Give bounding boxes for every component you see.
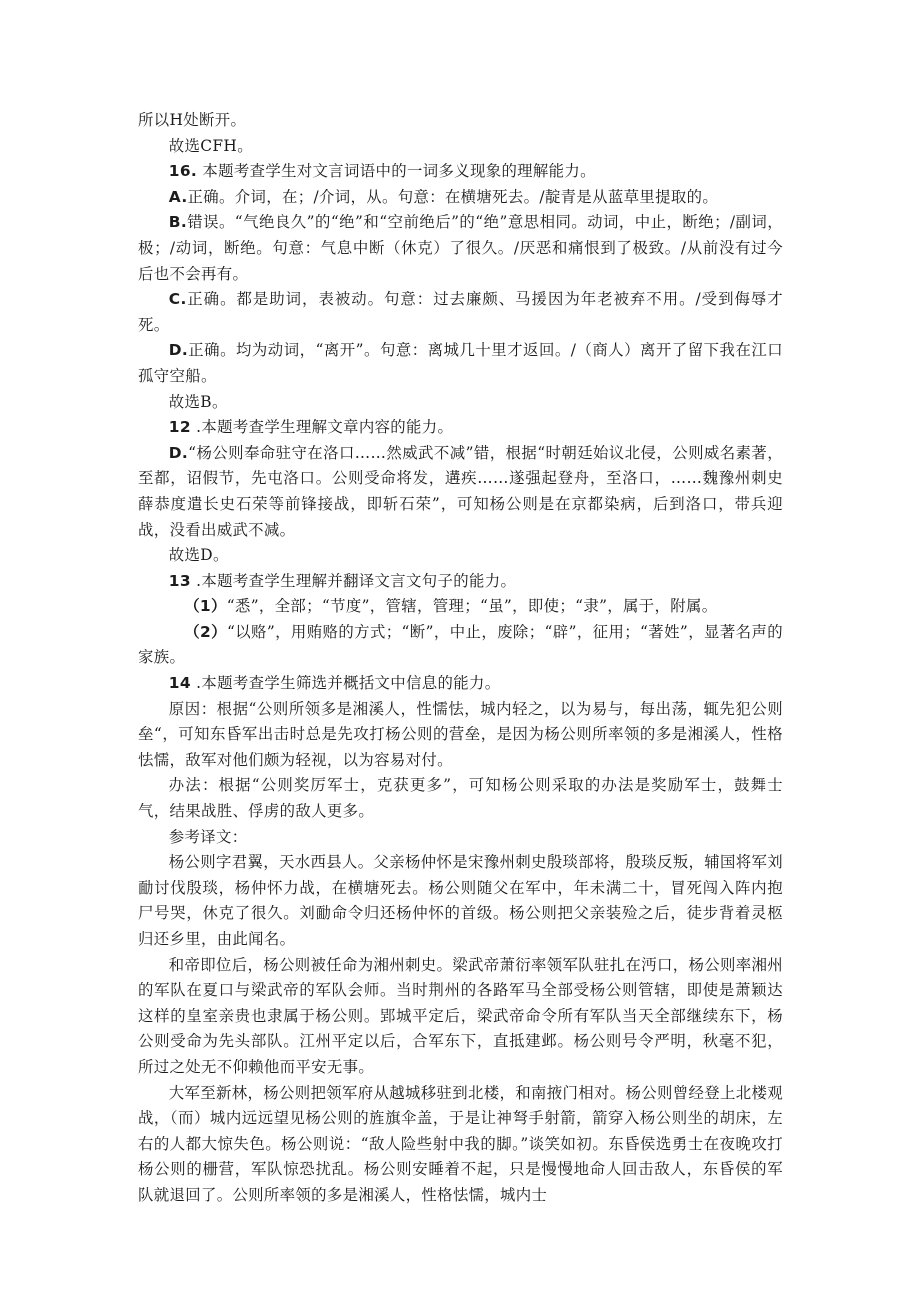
sub-answer-number: （2）: [184, 622, 227, 641]
paragraph-text: 杨公则字君翼，天水西县人。父亲杨仲怀是宋豫州刺史殷琰部将，殷琰反叛，辅国将军刘勔讨伐殷琰，杨仲怀力战，在横塘死去。杨公则随父在军中，年未满二十，冒死闯入阵内抱尸号哭，休克了很久。刘勔命令归还杨仲怀的首级。杨公则把父亲装殓之后，徒步背着灵柩归还乡里，由此闻名。: [138, 853, 783, 948]
option-analysis: [138, 338, 783, 389]
option-letter: B.: [168, 213, 188, 232]
paragraph-text: “杨公则奉命驻守在洛口……然威武不减”错，根据“时朝廷始议北侵，公则威名素著，至都，诏假节，先屯洛口。公则受命将发，遘疾……遂强起登舟，至洛口，……魏豫州刺史薛恭度遣长史石荣等前锋接战，即斩石荣”，可知杨公则是在京都染病，后到洛口，带兵迎战，没看出威武不减。: [138, 443, 783, 539]
paragraph-text: 原因：根据“公则所领多是湘溪人，性懦怯，城内轻之，以为易与，每出荡，辄先犯公则垒“，可知东昏军出击时总是先攻打杨公则的营垒，是因为杨公则所率领的多是湘溪人，性格怯懦，敌军对他们颇为轻视，以为容易对付。: [138, 699, 783, 769]
option-letter: D.: [168, 443, 189, 462]
paragraph-text: 和帝即位后，杨公则被任命为湘州刺史。梁武帝萧衍率领军队驻扎在沔口，杨公则率湘州的军队在夏口与梁武帝的军队会师。当时荆州的各路军马全部受杨公则管辖，即使是萧颖达这样的皇室亲贵也隶属于杨公则。郢城平定后，梁武帝命令所有军队当天全部继续东下，杨公则受命为先头部队。江州平定以后，合军东下，直抵建邺。杨公则号令严明，秋毫不犯，所过之处无不仰赖他而平安无事。: [138, 955, 783, 1076]
paragraph-text: 所以H处断开。: [138, 111, 247, 129]
paragraph-text: .本题考查学生理解并翻译文言文句子的能力。: [190, 571, 517, 590]
paragraph-text: 大军至新林，杨公则把领军府从越城移驻到北楼，和南掖门相对。杨公则曾经登上北楼观战，（而）城内远远望见杨公则的旌旗伞盖，于是让神弩手射箭，箭穿入杨公则坐的胡床，左右的人都大惊失色。杨公则说：“敌人险些射中我的脚。”谈笑如初。东昏侯选勇士在夜晚攻打杨公则的栅营，军队惊恐扰乱。杨公则安睡着不起，只是慢慢地命人回击敌人，东昏侯的军队就退回了。公则所率领的多是湘溪人，性格怯懦，城内士: [138, 1083, 783, 1204]
translation-paragraph: [138, 850, 783, 952]
question-heading: [138, 159, 783, 185]
option-analysis: [138, 441, 783, 543]
paragraph-text: 正确。均为动词，“离开”。句意：离城几十里才返回。/（商人）离开了留下我在江口孤守空船。: [138, 341, 783, 385]
question-number: 14: [168, 674, 191, 693]
option-analysis: [138, 210, 783, 287]
paragraph-text: 故选CFH。: [168, 136, 253, 155]
question-number: 12: [168, 418, 191, 437]
paragraph: [138, 390, 783, 416]
paragraph: [138, 697, 783, 774]
sub-answer: [138, 594, 783, 620]
paragraph-text: 故选B。: [168, 392, 228, 411]
paragraph: [138, 108, 783, 134]
paragraph-text: 正确。介词，在；/介词，从。句意：在横塘死去。/靛青是从蓝草里提取的。: [187, 187, 719, 206]
paragraph: [138, 134, 783, 160]
translation-heading: [138, 825, 783, 851]
paragraph-text: 错误。“气绝良久”的“绝”和“空前绝后”的“绝”意思相同。动词，中止，断绝；/副词，极；/动词，断绝。句意：气息中断（休克）了很久。/厌恶和痛恨到了极致。/从前没有过今后也不会再有。: [138, 213, 783, 283]
paragraph-text: 办法：根据“公则奖厉军士，克获更多”，可知杨公则采取的办法是奖励军士，鼓舞士气，结果战胜、俘虏的敌人更多。: [138, 776, 783, 821]
question-heading: [138, 415, 783, 441]
paragraph: [138, 773, 783, 824]
option-analysis: [138, 185, 783, 211]
paragraph-text: 故选D。: [168, 546, 229, 565]
option-letter: D.: [168, 341, 189, 360]
paragraph-text: “悉”，全部；“节度”，管辖，管理；“虽”，即使；“隶”，属于，附属。: [226, 597, 718, 616]
option-letter: A.: [168, 187, 188, 206]
sub-answer: [138, 620, 783, 671]
paragraph-text: .本题考查学生筛选并概括文中信息的能力。: [190, 674, 501, 693]
question-heading: [138, 671, 783, 697]
paragraph-text: 本题考查学生对文言词语中的一词多义现象的理解能力。: [197, 162, 596, 181]
translation-paragraph: [138, 1081, 783, 1209]
translation-paragraph: [138, 953, 783, 1081]
question-number: 13: [168, 571, 191, 590]
question-heading: [138, 569, 783, 595]
paragraph-text: 参考译文：: [168, 827, 248, 846]
document-body: [138, 108, 783, 1209]
option-analysis: [138, 287, 783, 338]
question-number: 16.: [168, 162, 198, 181]
option-letter: C.: [168, 290, 187, 309]
paragraph-text: .本题考查学生理解文章内容的能力。: [190, 418, 454, 437]
paragraph-text: 正确。都是助词，表被动。句意：过去廉颇、马援因为年老被弃不用。/受到侮辱才死。: [138, 290, 783, 334]
paragraph: [138, 543, 783, 569]
paragraph-text: “以赂”，用贿赂的方式；“断”，中止，废除；“辟”，征用；“著姓”，显著名声的家族。: [138, 622, 783, 667]
sub-answer-number: （1）: [184, 597, 227, 616]
